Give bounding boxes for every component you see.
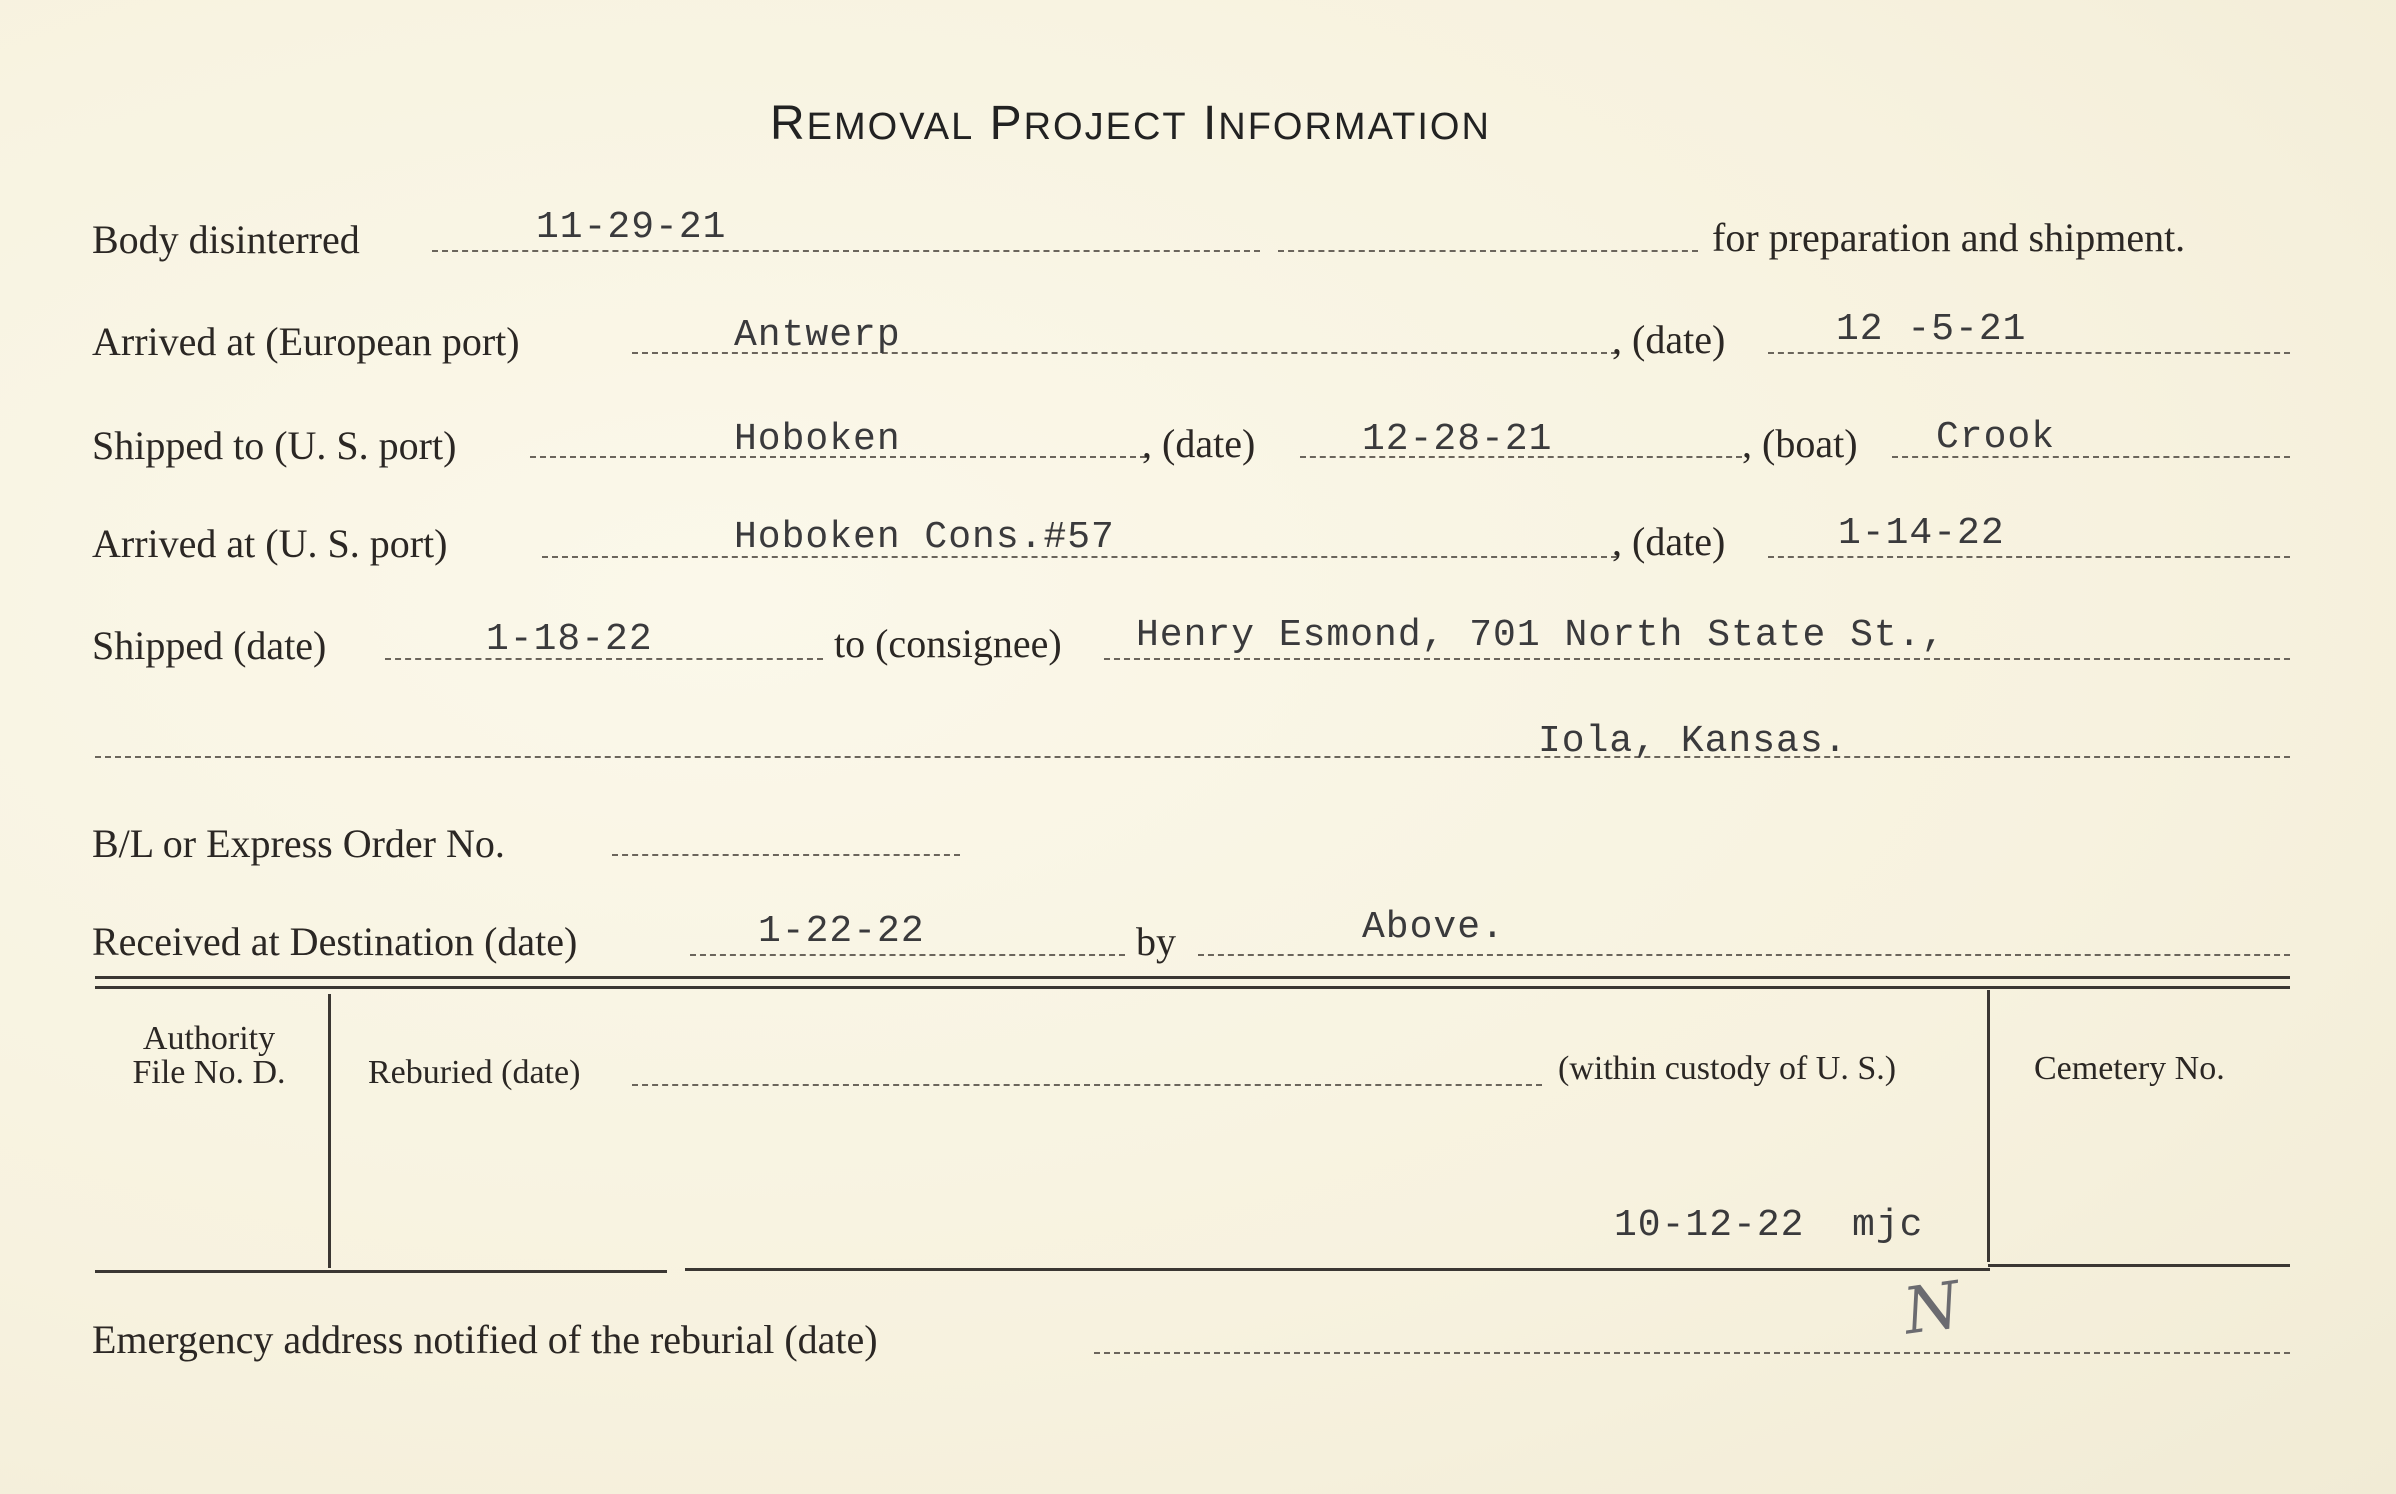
boat-label: , (boat) xyxy=(1742,421,1858,466)
authority-label: Authority File No. D. xyxy=(132,1020,286,1091)
dotted-line xyxy=(632,1084,1542,1086)
cemetery-label: Cemetery No. xyxy=(2034,1050,2225,1087)
euro-port-label: Arrived at (European port) xyxy=(92,319,520,364)
disinterred-label: Body disinterred xyxy=(92,217,360,262)
column-divider xyxy=(1987,990,1990,1262)
shipped-us-port: Hoboken xyxy=(734,418,901,461)
euro-date-label: , (date) xyxy=(1612,317,1726,362)
divider-rule xyxy=(95,986,2290,989)
euro-port-value: Antwerp xyxy=(734,314,901,357)
dotted-line xyxy=(1768,352,2290,354)
bottom-rule xyxy=(1988,1264,2290,1267)
divider-rule xyxy=(95,976,2290,979)
received-label: Received at Destination (date) xyxy=(92,919,578,964)
shipped-us-label: Shipped to (U. S. port) xyxy=(92,423,457,468)
disinterred-suffix: for preparation and shipment. xyxy=(1712,215,2186,260)
bl-label: B/L or Express Order No. xyxy=(92,821,505,866)
dotted-line xyxy=(1198,954,2290,956)
emergency-label: Emergency address notified of the reburial (date) xyxy=(92,1317,878,1362)
received-date: 1-22-22 xyxy=(758,910,925,953)
arrived-us-date: 1-14-22 xyxy=(1838,512,2005,555)
arrived-us-label: Arrived at (U. S. port) xyxy=(92,521,448,566)
reburied-label: Reburied (date) xyxy=(368,1054,581,1091)
consignee-label: to (consignee) xyxy=(834,621,1062,666)
dotted-line xyxy=(95,756,2290,758)
shipped-date: 1-18-22 xyxy=(486,618,653,661)
shipped-date-label: Shipped (date) xyxy=(92,623,327,668)
received-by: Above. xyxy=(1362,906,1505,949)
handwritten-mark: N xyxy=(1899,1268,1965,1350)
record-stamp: 10-12-22 mjc xyxy=(1614,1204,1924,1247)
dotted-line xyxy=(1768,556,2290,558)
dotted-line xyxy=(612,854,960,856)
consignee-line1: Henry Esmond, 701 North State St., xyxy=(1136,614,1946,657)
shipped-us-date: 12-28-21 xyxy=(1362,418,1553,461)
dotted-line xyxy=(1094,1352,2290,1354)
received-by-label: by xyxy=(1136,919,1176,964)
dotted-line xyxy=(432,250,1260,252)
dotted-line xyxy=(1104,658,2290,660)
arrived-us-port: Hoboken Cons.#57 xyxy=(734,516,1115,559)
disinterred-date: 11-29-21 xyxy=(536,206,727,249)
boat-name: Crook xyxy=(1936,416,2056,459)
column-divider xyxy=(328,994,331,1268)
bottom-rule xyxy=(685,1268,1990,1271)
bottom-rule xyxy=(95,1270,667,1273)
consignee-line2: Iola, Kansas. xyxy=(1538,720,1848,763)
arrived-us-date-label: , (date) xyxy=(1612,519,1726,564)
page-title: REMOVAL PROJECT INFORMATION xyxy=(770,97,1491,150)
dotted-line xyxy=(690,954,1125,956)
shipped-us-date-label: , (date) xyxy=(1142,421,1256,466)
euro-date: 12 -5-21 xyxy=(1836,308,2027,351)
dotted-line xyxy=(1278,250,1698,252)
custody-label: (within custody of U. S.) xyxy=(1558,1050,1897,1087)
